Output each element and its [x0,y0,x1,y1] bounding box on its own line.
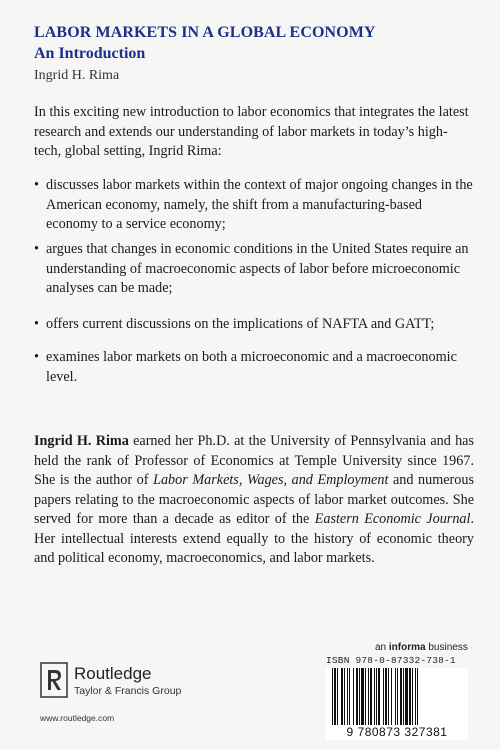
bullet-item [34,176,474,235]
barcode-bar [359,668,360,726]
bullet-icon: • [34,241,39,257]
barcode-bar [417,668,418,726]
bio-text: and numerous papers relating to the macroeconomic aspects of labor market outcomes. She served for more than a decade as editor of the [34,472,474,527]
barcode-bar [356,668,358,726]
barcode [326,668,468,740]
barcode-digits: 9 780873 327381 [326,725,468,740]
barcode-bar [374,668,375,726]
bio-book-title: Labor Markets, Wages, and Employment [153,472,389,488]
barcode-bar [400,668,402,726]
barcode-bar [385,668,387,726]
barcode-bar [337,668,338,726]
barcode-bar [409,668,411,726]
barcode-bar [349,668,350,726]
barcode-bar [415,668,416,726]
book-author: Ingrid H. Rima [34,68,120,83]
barcode-icon [330,668,464,730]
barcode-bar [361,668,364,726]
informa-suffix: business [425,642,468,653]
routledge-r-logo-icon [40,662,68,698]
bullet-text: offers current discussions on the implications of NAFTA and GATT; [46,316,435,332]
informa-brand: informa [388,642,426,653]
informa-prefix: an [375,642,389,653]
barcode-bar [332,668,333,726]
bullet-icon: • [34,177,39,193]
barcode-bar [368,668,369,726]
bullet-text: discusses labor markets within the context of major ongoing changes in the American economy, namely, the shift from a manufacturing-based economy to a service economy; [46,177,473,232]
barcode-bar [412,668,413,726]
barcode-bar [378,668,380,726]
bullet-item [34,240,474,299]
bio-text: earned her Ph.D. at the University of Pennsylvania and has held the rank of Professor of Economics at Temple University since 1967. She is the author of [34,433,474,488]
bio-text: . Her intellectual interests extend equally to the history of economic theory and political economy, macroeconomics, and labor markets. [34,511,474,566]
intro-paragraph: In this exciting new introduction to labor economics that integrates the latest research and extends our understanding of labor markets in today’s high-tech, global setting, Ingrid Rima: [34,104,469,159]
bullet-icon: • [34,349,39,365]
publisher-logo [40,662,240,712]
barcode-bar [383,668,384,726]
bullet-item [34,348,474,387]
barcode-bar [395,668,396,726]
barcode-bar [347,668,348,726]
barcode-bar [388,668,389,726]
publisher-url: www.routledge.com [40,713,115,723]
barcode-bar [391,668,392,726]
bio-author-name: Ingrid H. Rima [34,433,129,449]
barcode-bar [403,668,404,726]
bullet-icon: • [34,316,39,332]
bullet-item [34,315,474,335]
barcode-bar [341,668,343,726]
barcode-bar [334,668,336,726]
author-bio [34,432,474,569]
barcode-bar [365,668,366,726]
barcode-bar [370,668,372,726]
bullet-text: argues that changes in economic conditions in the United States require an understanding of macroeconomic aspects of labor before microeconomic analyses can be made; [46,241,469,296]
publisher-name: Routledge [74,664,152,683]
book-title: LABOR MARKETS IN A GLOBAL ECONOMY [34,24,376,41]
barcode-bar [344,668,345,726]
bio-journal-title: Eastern Economic Journal [314,511,471,527]
publisher-group: Taylor & Francis Group [74,685,182,697]
barcode-bar [397,668,398,726]
bullet-text: examines labor markets on both a microeconomic and a macroeconomic level. [46,349,457,385]
barcode-bar [405,668,408,726]
informa-business-tagline [375,642,468,653]
barcode-bar [353,668,354,726]
book-subtitle: An Introduction [34,45,146,62]
barcode-bar [376,668,377,726]
isbn-label: ISBN 978-0-87332-738-1 [326,655,456,666]
